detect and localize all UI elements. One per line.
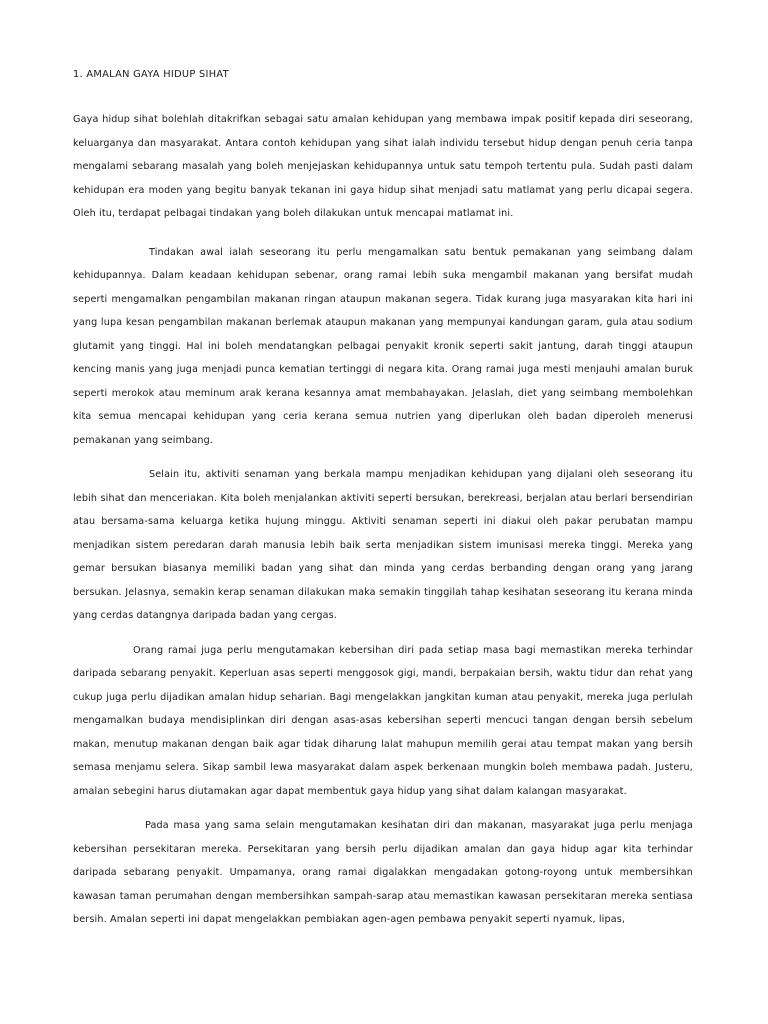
paragraph-intro: Gaya hidup sihat bolehlah ditakrifkan sebagai satu amalan kehidupan yang membawa impak positif kepada diri seseorang, keluarganya dan masyarakat. Antara contoh kehidupan yang sihat ialah individu tersebut hidup dengan penuh ceria tanpa mengalami sebarang masalah yang boleh menjejaskan kehidupannya untuk satu tempoh tertentu pula. Sudah pasti dalam kehidupan era moden yang begitu banyak tekanan ini gaya hidup sihat menjadi satu matlamat yang perlu dicapai segera. Oleh itu, terdapat pelbagai tindakan yang boleh dilakukan untuk mencapai matlamat ini. [73,114,693,219]
paragraph-environment: Pada masa yang sama selain mengutamakan kesihatan diri dan makanan, masyarakat juga perlu menjaga kebersihan persekitaran mereka. Persekitaran yang bersih perlu dijadikan amalan dan gaya hidup agar kita terhindar daripada sebarang penyakit. Umpamanya, orang ramai digalakkan mengadakan gotong-royong untuk membersihkan kawasan taman perumahan dengan membersihkan sampah-sarap atau memastikan kawasan persekitaran mereka sentiasa bersih. Amalan seperti ini dapat mengelakkan pembiakan agen-agen pembawa penyakit seperti nyamuk, lipas, [73,820,693,925]
paragraph-hygiene: Orang ramai juga perlu mengutamakan kebersihan diri pada setiap masa bagi memastikan mereka terhindar daripada sebarang penyakit. Keperluan asas seperti menggosok gigi, mandi, berpakaian bersih, waktu tidur dan rehat yang cukup juga perlu dijadikan amalan hidup seharian. Bagi mengelakkan jangkitan kuman atau penyakit, mereka juga perlulah mengamalkan budaya mendisiplinkan diri dengan asas-asas kebersihan seperti mencuci tangan dengan bersih sebelum makan, menutup makanan dengan baik agar tidak diharung lalat mahupun memilih gerai atau tempat makan yang bersih semasa menjamu selera. Sikap sambil lewa masyarakat dalam aspek berkenaan mungkin boleh membawa padah. Justeru, amalan sebegini harus diutamakan agar dapat membentuk gaya hidup yang sihat dalam kalangan masyarakat. [73,644,693,797]
paragraph-exercise: Selain itu, aktiviti senaman yang berkala mampu menjadikan kehidupan yang dijalani oleh seseorang itu lebih sihat dan menceriakan. Kita boleh menjalankan aktiviti seperti bersukan, berekreasi, berjalan atau berlari bersendirian atau bersama-sama keluarga ketika hujung minggu. Aktiviti senaman seperti ini diakui oleh pakar perubatan mampu menjadikan sistem peredaran darah manusia lebih baik serta menjadikan sistem imunisasi mereka tinggi. Mereka yang gemar bersukan biasanya memiliki badan yang sihat dan minda yang cerdas berbanding dengan orang yang jarang bersukan. Jelasnya, semakin kerap senaman dilakukan maka semakin tinggilah tahap kesihatan seseorang itu kerana minda yang cerdas datangnya daripada badan yang cergas. [73,469,693,621]
paragraph-diet: Tindakan awal ialah seseorang itu perlu mengamalkan satu bentuk pemakanan yang seimbang dalam kehidupannya. Dalam keadaan kehidupan sebenar, orang ramai lebih suka mengambil makanan yang bersifat mudah seperti mengamalkan pengambilan makanan ringan ataupun makanan segera. Tidak kurang juga masyarakan kita hari ini yang lupa kesan pengambilan makanan berlemak ataupun makanan yang mempunyai kandungan garam, gula atau sodium glutamit yang tinggi. Hal ini boleh mendatangkan pelbagai penyakit kronik seperti sakit jantung, darah tinggi ataupun kencing manis yang juga menjadi punca kematian tertinggi di negara kita. Orang ramai juga mesti menjauhi amalan buruk seperti merokok atau meminum arak kerana kesannya amat membahayakan. Jelaslah, diet yang seimbang membolehkan kita semua mencapai kehidupan yang ceria kerana semua nutrien yang diperlukan oleh badan diperoleh menerusi pemakanan yang seimbang. [73,246,693,446]
section-heading: 1. AMALAN GAYA HIDUP SIHAT [73,69,229,80]
